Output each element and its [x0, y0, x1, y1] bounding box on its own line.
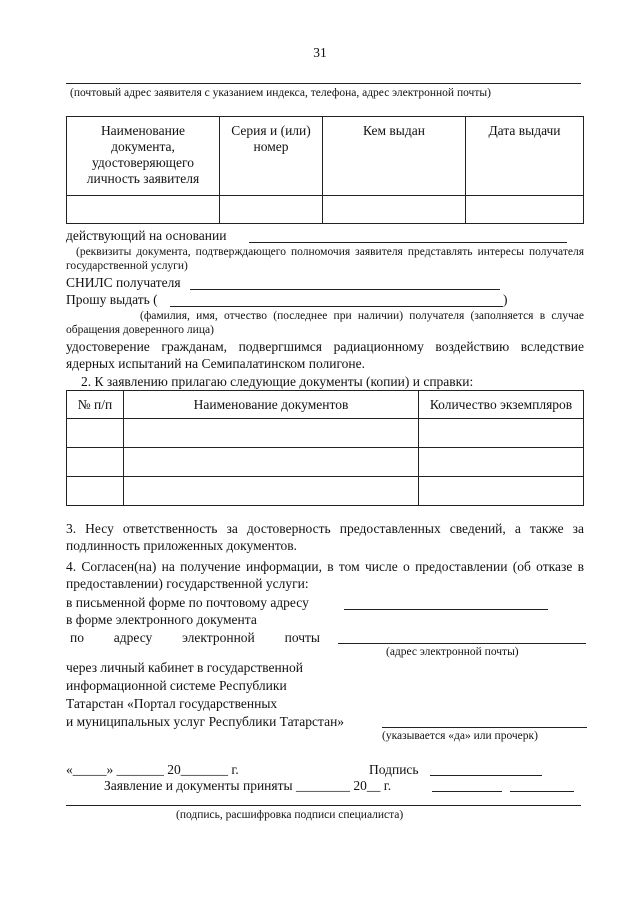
header-doc-names: Наименование документов	[124, 391, 419, 419]
documents-table	[66, 390, 584, 506]
cell-doc-name[interactable]	[67, 196, 220, 224]
table-row	[67, 196, 584, 224]
header-series-number: Серия и (или) номер	[220, 117, 323, 196]
cell-issued-by[interactable]	[323, 196, 466, 224]
signature-label: Подпись	[369, 762, 419, 777]
accepted-date-field[interactable]	[432, 791, 502, 792]
cell-number[interactable]	[67, 477, 124, 506]
postal-address-field[interactable]	[344, 609, 548, 610]
snils-field[interactable]	[190, 289, 500, 290]
cell-copies[interactable]	[419, 419, 584, 448]
header-number: № п/п	[67, 391, 124, 419]
cabinet-line-1: через личный кабинет в государственной	[66, 660, 303, 675]
written-form-label: в письменной форме по почтовому адресу	[66, 595, 309, 610]
cell-number[interactable]	[67, 448, 124, 477]
header-doc-name: Наименование документа, удостоверяющего личность заявителя	[67, 117, 220, 196]
basis-field[interactable]	[249, 242, 567, 243]
cabinet-line-3: Татарстан «Портал государственных	[66, 696, 278, 711]
email-field[interactable]	[338, 643, 586, 644]
cell-doc-name[interactable]	[124, 477, 419, 506]
header-issue-date: Дата выдачи	[466, 117, 584, 196]
snils-label: СНИЛС получателя	[66, 275, 181, 290]
responsibility-text: 3. Несу ответственность за достоверность предоставленных сведений, а также за подлинность приложенных документов.	[66, 521, 584, 553]
cell-doc-name[interactable]	[124, 419, 419, 448]
accepted-year-field[interactable]	[510, 791, 574, 792]
table-row	[67, 419, 584, 448]
id-document-table	[66, 116, 584, 224]
request-label: Прошу выдать (	[66, 292, 158, 307]
cabinet-caption: (указывается «да» или прочерк)	[382, 730, 538, 742]
application-date[interactable]: «_____» _______ 20_______ г.	[66, 762, 239, 777]
table-row	[67, 477, 584, 506]
cell-issue-date[interactable]	[466, 196, 584, 224]
cell-copies[interactable]	[419, 477, 584, 506]
attachments-heading: 2. К заявлению прилагаю следующие документы (копии) и справки:	[81, 374, 474, 389]
cabinet-line-2: информационной системе Республики	[66, 678, 287, 693]
page-number: 31	[313, 45, 327, 60]
certificate-text: удостоверение гражданам, подвергшимся радиационному воздействию вследствие ядерных испытаний на Семипалатинском полигоне.	[66, 339, 584, 371]
accepted-text: Заявление и документы приняты ________ 20__ г.	[104, 778, 392, 793]
table-header-row	[67, 391, 584, 419]
basis-caption: (реквизиты документа, подтверждающего полномочия заявителя представлять интересы получателя государственной услуги)	[66, 246, 584, 272]
cabinet-line-4: и муниципальных услуг Республики Татарстан»	[66, 714, 345, 729]
postal-address-caption: (почтовый адрес заявителя с указанием индекса, телефона, адрес электронной почты)	[70, 87, 491, 99]
signature-field[interactable]	[430, 775, 542, 776]
consent-text: 4. Согласен(на) на получение информации, в том числе о предоставлении (об отказе в предоставлении) государственной услуги:	[66, 559, 584, 591]
specialist-signature-line[interactable]	[66, 805, 581, 806]
electronic-form-label: в форме электронного документа	[66, 612, 257, 627]
request-close-paren: )	[503, 292, 508, 307]
cell-series-number[interactable]	[220, 196, 323, 224]
email-label: по адресу электронной почты	[70, 630, 320, 645]
specialist-caption: (подпись, расшифровка подписи специалиста)	[176, 809, 404, 821]
request-caption: (фамилия, имя, отчество (последнее при наличии) получателя (заполняется в случае обращения доверенного лица)	[66, 310, 584, 336]
cell-copies[interactable]	[419, 448, 584, 477]
email-caption: (адрес электронной почты)	[386, 646, 519, 658]
table-row	[67, 448, 584, 477]
table-header-row	[67, 117, 584, 196]
cell-doc-name[interactable]	[124, 448, 419, 477]
cell-number[interactable]	[67, 419, 124, 448]
recipient-name-field[interactable]	[170, 306, 503, 307]
cabinet-choice-field[interactable]	[382, 727, 587, 728]
header-issued-by: Кем выдан	[323, 117, 466, 196]
header-copies: Количество экземпляров	[419, 391, 584, 419]
postal-address-line	[66, 83, 581, 84]
basis-label: действующий на основании	[66, 228, 227, 243]
